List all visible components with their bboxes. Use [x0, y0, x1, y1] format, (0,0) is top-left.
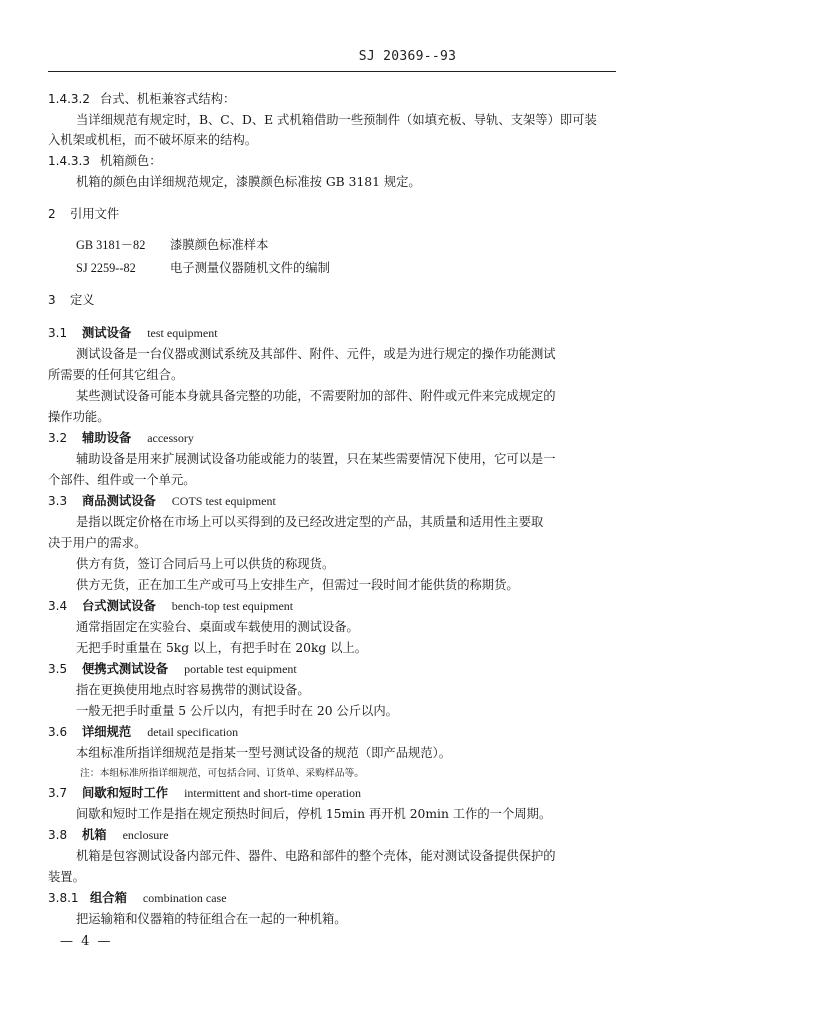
paragraph-line: 操作功能。 [48, 410, 110, 424]
term-chinese: 台式测试设备 [82, 598, 156, 613]
paragraph-line: 一般无把手时重量 5 公斤以内，有把手时在 20 公斤以内。 [76, 704, 398, 718]
paragraph-line: 是指以既定价格在市场上可以买得到的及已经改进定型的产品，其质量和适用性主要取 [76, 515, 544, 529]
definition-heading-3-3 [48, 493, 276, 509]
document-code-header: SJ 20369--93 [358, 49, 457, 64]
term-english: enclosure [122, 828, 169, 842]
definition-heading-3-4 [48, 598, 293, 614]
section-heading-2 [48, 206, 119, 222]
paragraph-line: 本组标准所指详细规范是指某一型号测试设备的规范（即产品规范）。 [76, 746, 452, 760]
definition-heading-3-6 [48, 724, 238, 740]
term-chinese: 间歇和短时工作 [82, 785, 169, 800]
paragraph-line: 个部件、组件或一个单元。 [48, 473, 196, 487]
term-chinese: 商品测试设备 [82, 493, 156, 508]
clause-title: 机箱颜色： [100, 154, 162, 168]
clause-number: 3.8.1 [48, 891, 79, 905]
clause-number: 3.4 [48, 599, 68, 613]
reference-title: 电子测量仪器随机文件的编制 [170, 261, 330, 275]
term-chinese: 组合箱 [90, 890, 127, 905]
paragraph-line: 无把手时重量在 5kg 以上，有把手时在 20kg 以上。 [76, 641, 368, 655]
clause-number: 3.7 [48, 786, 68, 800]
paragraph-line: 机箱的颜色由详细规范规定，漆膜颜色标准按 GB 3181 规定。 [76, 175, 421, 189]
term-english: COTS test equipment [171, 494, 276, 508]
term-english: bench-top test equipment [171, 599, 294, 613]
definition-heading-3-8-1 [48, 890, 227, 906]
term-english: portable test equipment [184, 662, 297, 676]
paragraph-line: 测试设备是一台仪器或测试系统及其部件、附件、元件，或是为进行规定的操作功能测试 [76, 347, 556, 361]
definition-heading-3-1 [48, 325, 218, 341]
paragraph-line: 指在更换使用地点时容易携带的测试设备。 [76, 683, 310, 697]
term-chinese: 便携式测试设备 [82, 661, 169, 676]
paragraph-line: 某些测试设备可能本身就具备完整的功能，不需要附加的部件、附件或元件来完成规定的 [76, 389, 556, 403]
term-english: test equipment [147, 326, 218, 340]
clause-number: 3.2 [48, 431, 68, 445]
section-title: 引用文件 [70, 207, 120, 221]
clause-number: 3.8 [48, 828, 68, 842]
clause-number: 3.5 [48, 662, 68, 676]
reference-code: SJ 2259--82 [76, 261, 136, 275]
definition-heading-3-2 [48, 430, 194, 446]
reference-item [76, 237, 268, 253]
term-english: detail specification [147, 725, 239, 739]
term-chinese: 机箱 [82, 827, 107, 842]
clause-heading-1-4-3-3 [48, 153, 162, 169]
definition-heading-3-7 [48, 785, 361, 801]
term-english: combination case [142, 891, 227, 905]
paragraph-line: 供方有货，签订合同后马上可以供货的称现货。 [76, 557, 335, 571]
section-heading-3 [48, 292, 95, 308]
definition-heading-3-5 [48, 661, 297, 677]
clause-number: 3.6 [48, 725, 68, 739]
paragraph-line: 机箱是包容测试设备内部元件、器件、电路和部件的整个壳体，能对测试设备提供保护的 [76, 849, 556, 863]
reference-title: 漆膜颜色标准样本 [170, 238, 269, 252]
clause-number: 3.3 [48, 494, 68, 508]
paragraph-line: 当详细规范有规定时，B、C、D、E 式机箱借助一些预制件（如填充板、导轨、支架等）即可装 [76, 113, 597, 127]
term-chinese: 辅助设备 [82, 430, 132, 445]
paragraph-line: 供方无货，正在加工生产或可马上安排生产，但需过一段时间才能供货的称期货。 [76, 578, 519, 592]
definition-heading-3-8 [48, 827, 169, 843]
page-number: — 4 — [60, 934, 113, 949]
paragraph-line: 通常指固定在实验台、桌面或车载使用的测试设备。 [76, 620, 359, 634]
clause-heading-1-4-3-2 [48, 91, 235, 107]
paragraph-line: 入机架或机柜，而不破坏原来的结构。 [48, 133, 258, 147]
paragraph-line: 辅助设备是用来扩展测试设备功能或能力的装置，只在某些需要情况下使用，它可以是一 [76, 452, 556, 466]
section-title: 定义 [70, 293, 95, 307]
paragraph-line: 决于用户的需求。 [48, 536, 147, 550]
note-line: 注：本组标准所指详细规范，可包括合同、订货单、采购样品等。 [80, 768, 365, 779]
paragraph-line: 所需要的任何其它组合。 [48, 368, 184, 382]
term-english: intermittent and short-time operation [184, 786, 362, 800]
header-rule [48, 71, 616, 72]
section-number: 3 [48, 293, 56, 307]
term-chinese: 测试设备 [82, 325, 132, 340]
clause-number: 3.1 [48, 326, 68, 340]
reference-code: GB 3181－82 [76, 238, 146, 252]
paragraph-line: 装置。 [48, 870, 85, 884]
paragraph-line: 间歇和短时工作是指在规定预热时间后，停机 15min 再开机 20min 工作的一个周期。 [76, 807, 552, 821]
clause-number: 1.4.3.3 [48, 154, 90, 168]
section-number: 2 [48, 207, 56, 221]
clause-title: 台式、机柜兼容式结构： [100, 92, 236, 106]
reference-item [76, 260, 330, 276]
term-english: accessory [147, 431, 194, 445]
paragraph-line: 把运输箱和仪器箱的特征组合在一起的一种机箱。 [76, 912, 347, 926]
clause-number: 1.4.3.2 [48, 92, 90, 106]
term-chinese: 详细规范 [82, 724, 132, 739]
